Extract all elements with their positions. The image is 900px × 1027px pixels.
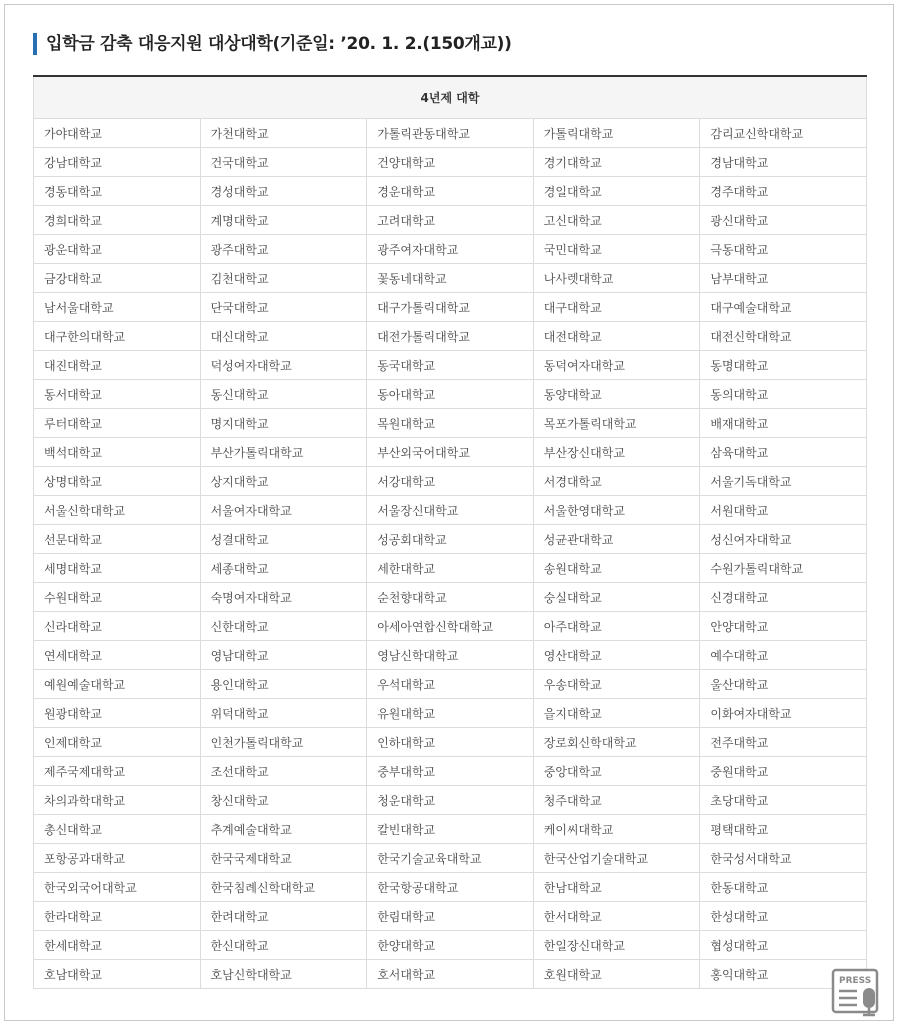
university-cell: 안양대학교	[700, 612, 867, 641]
university-cell: 수원대학교	[34, 583, 201, 612]
university-cell: 한세대학교	[34, 931, 201, 960]
table-row	[34, 960, 867, 989]
university-cell: 김천대학교	[200, 264, 367, 293]
university-cell: 경일대학교	[533, 177, 700, 206]
university-cell: 순천향대학교	[367, 583, 534, 612]
university-cell: 계명대학교	[200, 206, 367, 235]
university-cell: 신경대학교	[700, 583, 867, 612]
university-cell: 영산대학교	[533, 641, 700, 670]
university-cell: 동의대학교	[700, 380, 867, 409]
university-cell: 한신대학교	[200, 931, 367, 960]
university-cell: 부산외국어대학교	[367, 438, 534, 467]
table-row	[34, 351, 867, 380]
university-cell: 인제대학교	[34, 728, 201, 757]
table-body	[34, 119, 867, 989]
university-cell: 경기대학교	[533, 148, 700, 177]
university-cell: 한국국제대학교	[200, 844, 367, 873]
table-row	[34, 380, 867, 409]
university-cell: 홍익대학교	[700, 960, 867, 989]
university-cell: 한양대학교	[367, 931, 534, 960]
university-cell: 동양대학교	[533, 380, 700, 409]
university-cell: 광신대학교	[700, 206, 867, 235]
university-cell: 한남대학교	[533, 873, 700, 902]
university-cell: 상지대학교	[200, 467, 367, 496]
university-cell: 나사렛대학교	[533, 264, 700, 293]
university-cell: 예수대학교	[700, 641, 867, 670]
university-cell: 제주국제대학교	[34, 757, 201, 786]
university-cell: 단국대학교	[200, 293, 367, 322]
university-cell: 송원대학교	[533, 554, 700, 583]
university-cell: 울산대학교	[700, 670, 867, 699]
university-cell: 고려대학교	[367, 206, 534, 235]
page-title: 입학금 감축 대응지원 대상대학(기준일: ’20. 1. 2.(150개교))	[33, 33, 512, 55]
table-row	[34, 757, 867, 786]
university-cell: 연세대학교	[34, 641, 201, 670]
university-cell: 동덕여자대학교	[533, 351, 700, 380]
university-cell: 대전가톨릭대학교	[367, 322, 534, 351]
university-cell: 대전신학대학교	[700, 322, 867, 351]
university-cell: 유원대학교	[367, 699, 534, 728]
university-cell: 동신대학교	[200, 380, 367, 409]
university-cell: 포항공과대학교	[34, 844, 201, 873]
university-cell: 극동대학교	[700, 235, 867, 264]
university-cell: 고신대학교	[533, 206, 700, 235]
university-cell: 부산가톨릭대학교	[200, 438, 367, 467]
table-row	[34, 844, 867, 873]
university-cell: 덕성여자대학교	[200, 351, 367, 380]
university-cell: 동국대학교	[367, 351, 534, 380]
university-cell: 세명대학교	[34, 554, 201, 583]
university-cell: 경희대학교	[34, 206, 201, 235]
university-cell: 가톨릭관동대학교	[367, 119, 534, 148]
university-cell: 한국외국어대학교	[34, 873, 201, 902]
university-cell: 숙명여자대학교	[200, 583, 367, 612]
university-cell: 이화여자대학교	[700, 699, 867, 728]
university-cell: 위덕대학교	[200, 699, 367, 728]
university-cell: 성균관대학교	[533, 525, 700, 554]
university-cell: 인천가톨릭대학교	[200, 728, 367, 757]
university-cell: 대구한의대학교	[34, 322, 201, 351]
university-cell: 호서대학교	[367, 960, 534, 989]
university-cell: 중앙대학교	[533, 757, 700, 786]
university-cell: 목원대학교	[367, 409, 534, 438]
university-cell: 한일장신대학교	[533, 931, 700, 960]
table-row	[34, 235, 867, 264]
table-row	[34, 554, 867, 583]
university-cell: 한국산업기술대학교	[533, 844, 700, 873]
university-cell: 한서대학교	[533, 902, 700, 931]
table-row	[34, 931, 867, 960]
university-cell: 청주대학교	[533, 786, 700, 815]
university-cell: 전주대학교	[700, 728, 867, 757]
university-cell: 칼빈대학교	[367, 815, 534, 844]
university-cell: 경주대학교	[700, 177, 867, 206]
table-row	[34, 148, 867, 177]
university-cell: 세종대학교	[200, 554, 367, 583]
table-row	[34, 322, 867, 351]
university-cell: 명지대학교	[200, 409, 367, 438]
university-cell: 한국침례신학대학교	[200, 873, 367, 902]
university-cell: 선문대학교	[34, 525, 201, 554]
table-row	[34, 467, 867, 496]
university-cell: 평택대학교	[700, 815, 867, 844]
university-cell: 한성대학교	[700, 902, 867, 931]
press-icon	[831, 968, 891, 1018]
table-row	[34, 786, 867, 815]
university-cell: 서강대학교	[367, 467, 534, 496]
university-cell: 한라대학교	[34, 902, 201, 931]
table-row	[34, 177, 867, 206]
university-cell: 청운대학교	[367, 786, 534, 815]
university-cell: 중부대학교	[367, 757, 534, 786]
press-label: PRESS	[839, 976, 872, 986]
university-cell: 국민대학교	[533, 235, 700, 264]
university-cell: 남부대학교	[700, 264, 867, 293]
university-cell: 중원대학교	[700, 757, 867, 786]
table-row	[34, 699, 867, 728]
table-row	[34, 670, 867, 699]
university-cell: 협성대학교	[700, 931, 867, 960]
university-cell: 서경대학교	[533, 467, 700, 496]
university-cell: 가천대학교	[200, 119, 367, 148]
university-cell: 호남대학교	[34, 960, 201, 989]
university-cell: 을지대학교	[533, 699, 700, 728]
university-cell: 광운대학교	[34, 235, 201, 264]
university-cell: 남서울대학교	[34, 293, 201, 322]
table-row	[34, 264, 867, 293]
university-cell: 호원대학교	[533, 960, 700, 989]
university-cell: 장로회신학대학교	[533, 728, 700, 757]
university-cell: 아세아연합신학대학교	[367, 612, 534, 641]
university-cell: 용인대학교	[200, 670, 367, 699]
table-row	[34, 409, 867, 438]
table-row	[34, 815, 867, 844]
university-cell: 케이씨대학교	[533, 815, 700, 844]
university-cell: 조선대학교	[200, 757, 367, 786]
university-cell: 가톨릭대학교	[533, 119, 700, 148]
table-row	[34, 206, 867, 235]
university-cell: 대신대학교	[200, 322, 367, 351]
university-cell: 상명대학교	[34, 467, 201, 496]
table-row	[34, 728, 867, 757]
university-cell: 한동대학교	[700, 873, 867, 902]
university-cell: 세한대학교	[367, 554, 534, 583]
university-cell: 부산장신대학교	[533, 438, 700, 467]
university-cell: 동아대학교	[367, 380, 534, 409]
university-cell: 강남대학교	[34, 148, 201, 177]
university-cell: 한려대학교	[200, 902, 367, 931]
university-cell: 배재대학교	[700, 409, 867, 438]
university-cell: 서울신학대학교	[34, 496, 201, 525]
university-cell: 우송대학교	[533, 670, 700, 699]
table-row	[34, 119, 867, 148]
university-cell: 호남신학대학교	[200, 960, 367, 989]
university-cell: 동서대학교	[34, 380, 201, 409]
university-cell: 가야대학교	[34, 119, 201, 148]
table-row	[34, 293, 867, 322]
university-cell: 대전대학교	[533, 322, 700, 351]
university-cell: 영남신학대학교	[367, 641, 534, 670]
university-cell: 성신여자대학교	[700, 525, 867, 554]
university-cell: 경남대학교	[700, 148, 867, 177]
university-table-container	[33, 75, 866, 989]
university-cell: 금강대학교	[34, 264, 201, 293]
university-cell: 감리교신학대학교	[700, 119, 867, 148]
university-cell: 수원가톨릭대학교	[700, 554, 867, 583]
university-cell: 광주대학교	[200, 235, 367, 264]
university-table	[33, 75, 867, 989]
university-cell: 목포가톨릭대학교	[533, 409, 700, 438]
university-cell: 대진대학교	[34, 351, 201, 380]
university-cell: 초당대학교	[700, 786, 867, 815]
university-cell: 한국항공대학교	[367, 873, 534, 902]
university-cell: 아주대학교	[533, 612, 700, 641]
university-cell: 한국기술교육대학교	[367, 844, 534, 873]
table-row	[34, 525, 867, 554]
university-cell: 신라대학교	[34, 612, 201, 641]
table-row	[34, 583, 867, 612]
university-cell: 대구예술대학교	[700, 293, 867, 322]
university-cell: 백석대학교	[34, 438, 201, 467]
university-cell: 한국성서대학교	[700, 844, 867, 873]
university-cell: 신한대학교	[200, 612, 367, 641]
university-cell: 영남대학교	[200, 641, 367, 670]
university-cell: 서울기독대학교	[700, 467, 867, 496]
university-cell: 차의과학대학교	[34, 786, 201, 815]
university-cell: 동명대학교	[700, 351, 867, 380]
university-cell: 대구대학교	[533, 293, 700, 322]
university-cell: 서원대학교	[700, 496, 867, 525]
university-cell: 경운대학교	[367, 177, 534, 206]
university-cell: 삼육대학교	[700, 438, 867, 467]
table-row	[34, 612, 867, 641]
university-cell: 경동대학교	[34, 177, 201, 206]
university-cell: 한림대학교	[367, 902, 534, 931]
table-row	[34, 873, 867, 902]
university-cell: 성결대학교	[200, 525, 367, 554]
university-cell: 루터대학교	[34, 409, 201, 438]
university-cell: 인하대학교	[367, 728, 534, 757]
university-cell: 숭실대학교	[533, 583, 700, 612]
university-cell: 건국대학교	[200, 148, 367, 177]
university-cell: 추계예술대학교	[200, 815, 367, 844]
university-cell: 서울한영대학교	[533, 496, 700, 525]
university-cell: 예원예술대학교	[34, 670, 201, 699]
table-row	[34, 902, 867, 931]
university-cell: 우석대학교	[367, 670, 534, 699]
university-cell: 건양대학교	[367, 148, 534, 177]
university-cell: 창신대학교	[200, 786, 367, 815]
university-cell: 경성대학교	[200, 177, 367, 206]
university-cell: 성공회대학교	[367, 525, 534, 554]
university-cell: 원광대학교	[34, 699, 201, 728]
university-cell: 서울장신대학교	[367, 496, 534, 525]
table-row	[34, 438, 867, 467]
university-cell: 서울여자대학교	[200, 496, 367, 525]
university-cell: 광주여자대학교	[367, 235, 534, 264]
table-row	[34, 641, 867, 670]
table-header: 4년제 대학	[34, 76, 867, 119]
university-cell: 대구가톨릭대학교	[367, 293, 534, 322]
university-cell: 총신대학교	[34, 815, 201, 844]
university-cell: 꽃동네대학교	[367, 264, 534, 293]
table-row	[34, 496, 867, 525]
